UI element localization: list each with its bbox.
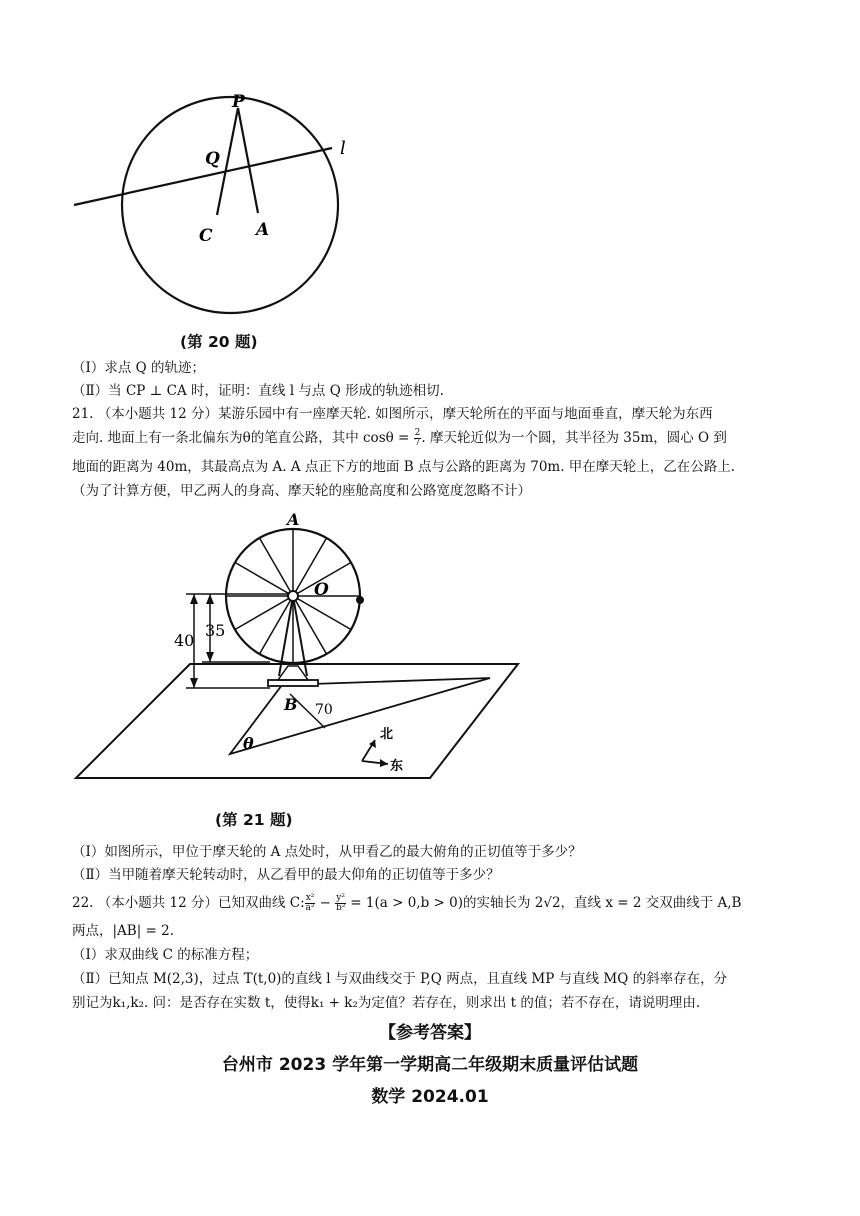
q21-line3: 地面的距离为 40m，其最高点为 A. A 点正下方的地面 B 点与公路的距离为 70m. 甲在摩天轮上，乙在公路上. xyxy=(72,459,736,475)
q21-line2 xyxy=(72,428,727,448)
q22-line2: 两点，|AB| = 2. xyxy=(72,923,175,939)
cabin-east xyxy=(356,596,364,604)
label-p: P xyxy=(232,92,245,112)
label-q: Q xyxy=(205,149,220,169)
hub xyxy=(288,591,298,601)
q22-line1-a: 22. （本小题共 12 分）已知双曲线 C: xyxy=(72,895,305,911)
arrow-35-bottom xyxy=(206,652,214,662)
cos-fraction: $\frac{2}{7}$ xyxy=(414,428,421,448)
ferris-base xyxy=(268,680,318,686)
q21-part1: （Ⅰ）如图所示，甲位于摩天轮的 A 点处时，从甲看乙的最大俯角的正切值等于多少？ xyxy=(72,844,582,860)
q21-line2-a: 走向. 地面上有一条北偏东为θ的笔直公路，其中 cosθ = xyxy=(72,430,410,446)
segment-pc xyxy=(217,108,238,215)
q22-line1-b: = 1(a > 0,b > 0)的实轴长为 2√2，直线 x = 2 交双曲线于 A,B xyxy=(350,895,742,911)
figure-21-caption: (第 21 题) xyxy=(215,811,293,829)
label-c: C xyxy=(199,226,213,246)
label-b: B xyxy=(284,695,298,714)
label-o: O xyxy=(314,580,329,600)
label-40: 40 xyxy=(174,631,195,650)
q22-part2-l1: （Ⅱ）已知点 M(2,3)，过点 T(t,0)的直线 l 与双曲线交于 P,Q 两点，且直线 MP 与直线 MQ 的斜率存在，分 xyxy=(72,971,728,987)
label-35: 35 xyxy=(205,621,226,640)
figure-21 xyxy=(70,508,530,808)
q21-line2-b: . 摩天轮近似为一个圆，其半径为 35m，圆心 O 到 xyxy=(421,430,727,446)
label-theta: θ xyxy=(243,734,254,753)
arrow-35-top xyxy=(206,594,214,604)
line-l xyxy=(74,148,332,205)
road-triangle xyxy=(230,678,490,754)
segment-pa xyxy=(238,108,258,213)
circle xyxy=(122,97,338,313)
label-north: 北 xyxy=(380,727,394,742)
q22-part2-l2: 别记为k₁,k₂. 问：是否存在实数 t，使得k₁ + k₂为定值？若存在，则求出 t 的值；若不存在，请说明理由. xyxy=(72,995,701,1011)
q20-part1: （Ⅰ）求点 Q 的轨迹； xyxy=(72,360,205,376)
label-a21: A xyxy=(287,510,300,529)
q22-part1: （Ⅰ）求双曲线 C 的标准方程； xyxy=(72,947,259,963)
figure-20-caption: (第 20 题) xyxy=(180,333,258,351)
answer-subtitle: 数学 2024.01 xyxy=(371,1087,489,1107)
answer-title: 台州市 2023 学年第一学期高二年级期末质量评估试题 xyxy=(221,1055,639,1075)
x-fraction: $\frac{\text{x²}}{\text{a²}}$ xyxy=(305,893,315,913)
q20-part2: （Ⅱ）当 CP ⊥ CA 时，证明：直线 l 与点 Q 形成的轨迹相切. xyxy=(72,383,444,399)
figure-20 xyxy=(60,90,380,320)
q21-line4: （为了计算方便，甲乙两人的身高、摩天轮的座舱高度和公路宽度忽略不计） xyxy=(72,483,531,499)
label-east: 东 xyxy=(390,759,404,774)
label-70: 70 xyxy=(315,702,333,718)
label-l: l xyxy=(340,138,346,159)
q22-line1: 22. （本小题共 12 分）已知双曲线 C: $\frac{\text{x²}}{\text{a²}}$ − $\frac{\text{y²}}{\text{b²}}$ = 1(a > 0,b > 0)的实轴长为 2√2，直线 x = 2 交双曲线于 A,B xyxy=(72,893,742,913)
answer-heading: 【参考答案】 xyxy=(379,1023,481,1043)
label-a: A xyxy=(256,220,270,240)
y-fraction: $\frac{\text{y²}}{\text{b²}}$ xyxy=(335,893,346,913)
q21-part2: （Ⅱ）当甲随着摩天轮转动时，从乙看甲的最大仰角的正切值等于多少？ xyxy=(72,867,500,883)
arrow-40-bottom xyxy=(190,678,198,688)
arrow-40-top xyxy=(190,594,198,604)
q21-line1: 21. （本小题共 12 分）某游乐园中有一座摩天轮. 如图所示，摩天轮所在的平面与地面垂直，摩天轮为东西 xyxy=(72,406,713,422)
ferris-support xyxy=(278,666,308,680)
